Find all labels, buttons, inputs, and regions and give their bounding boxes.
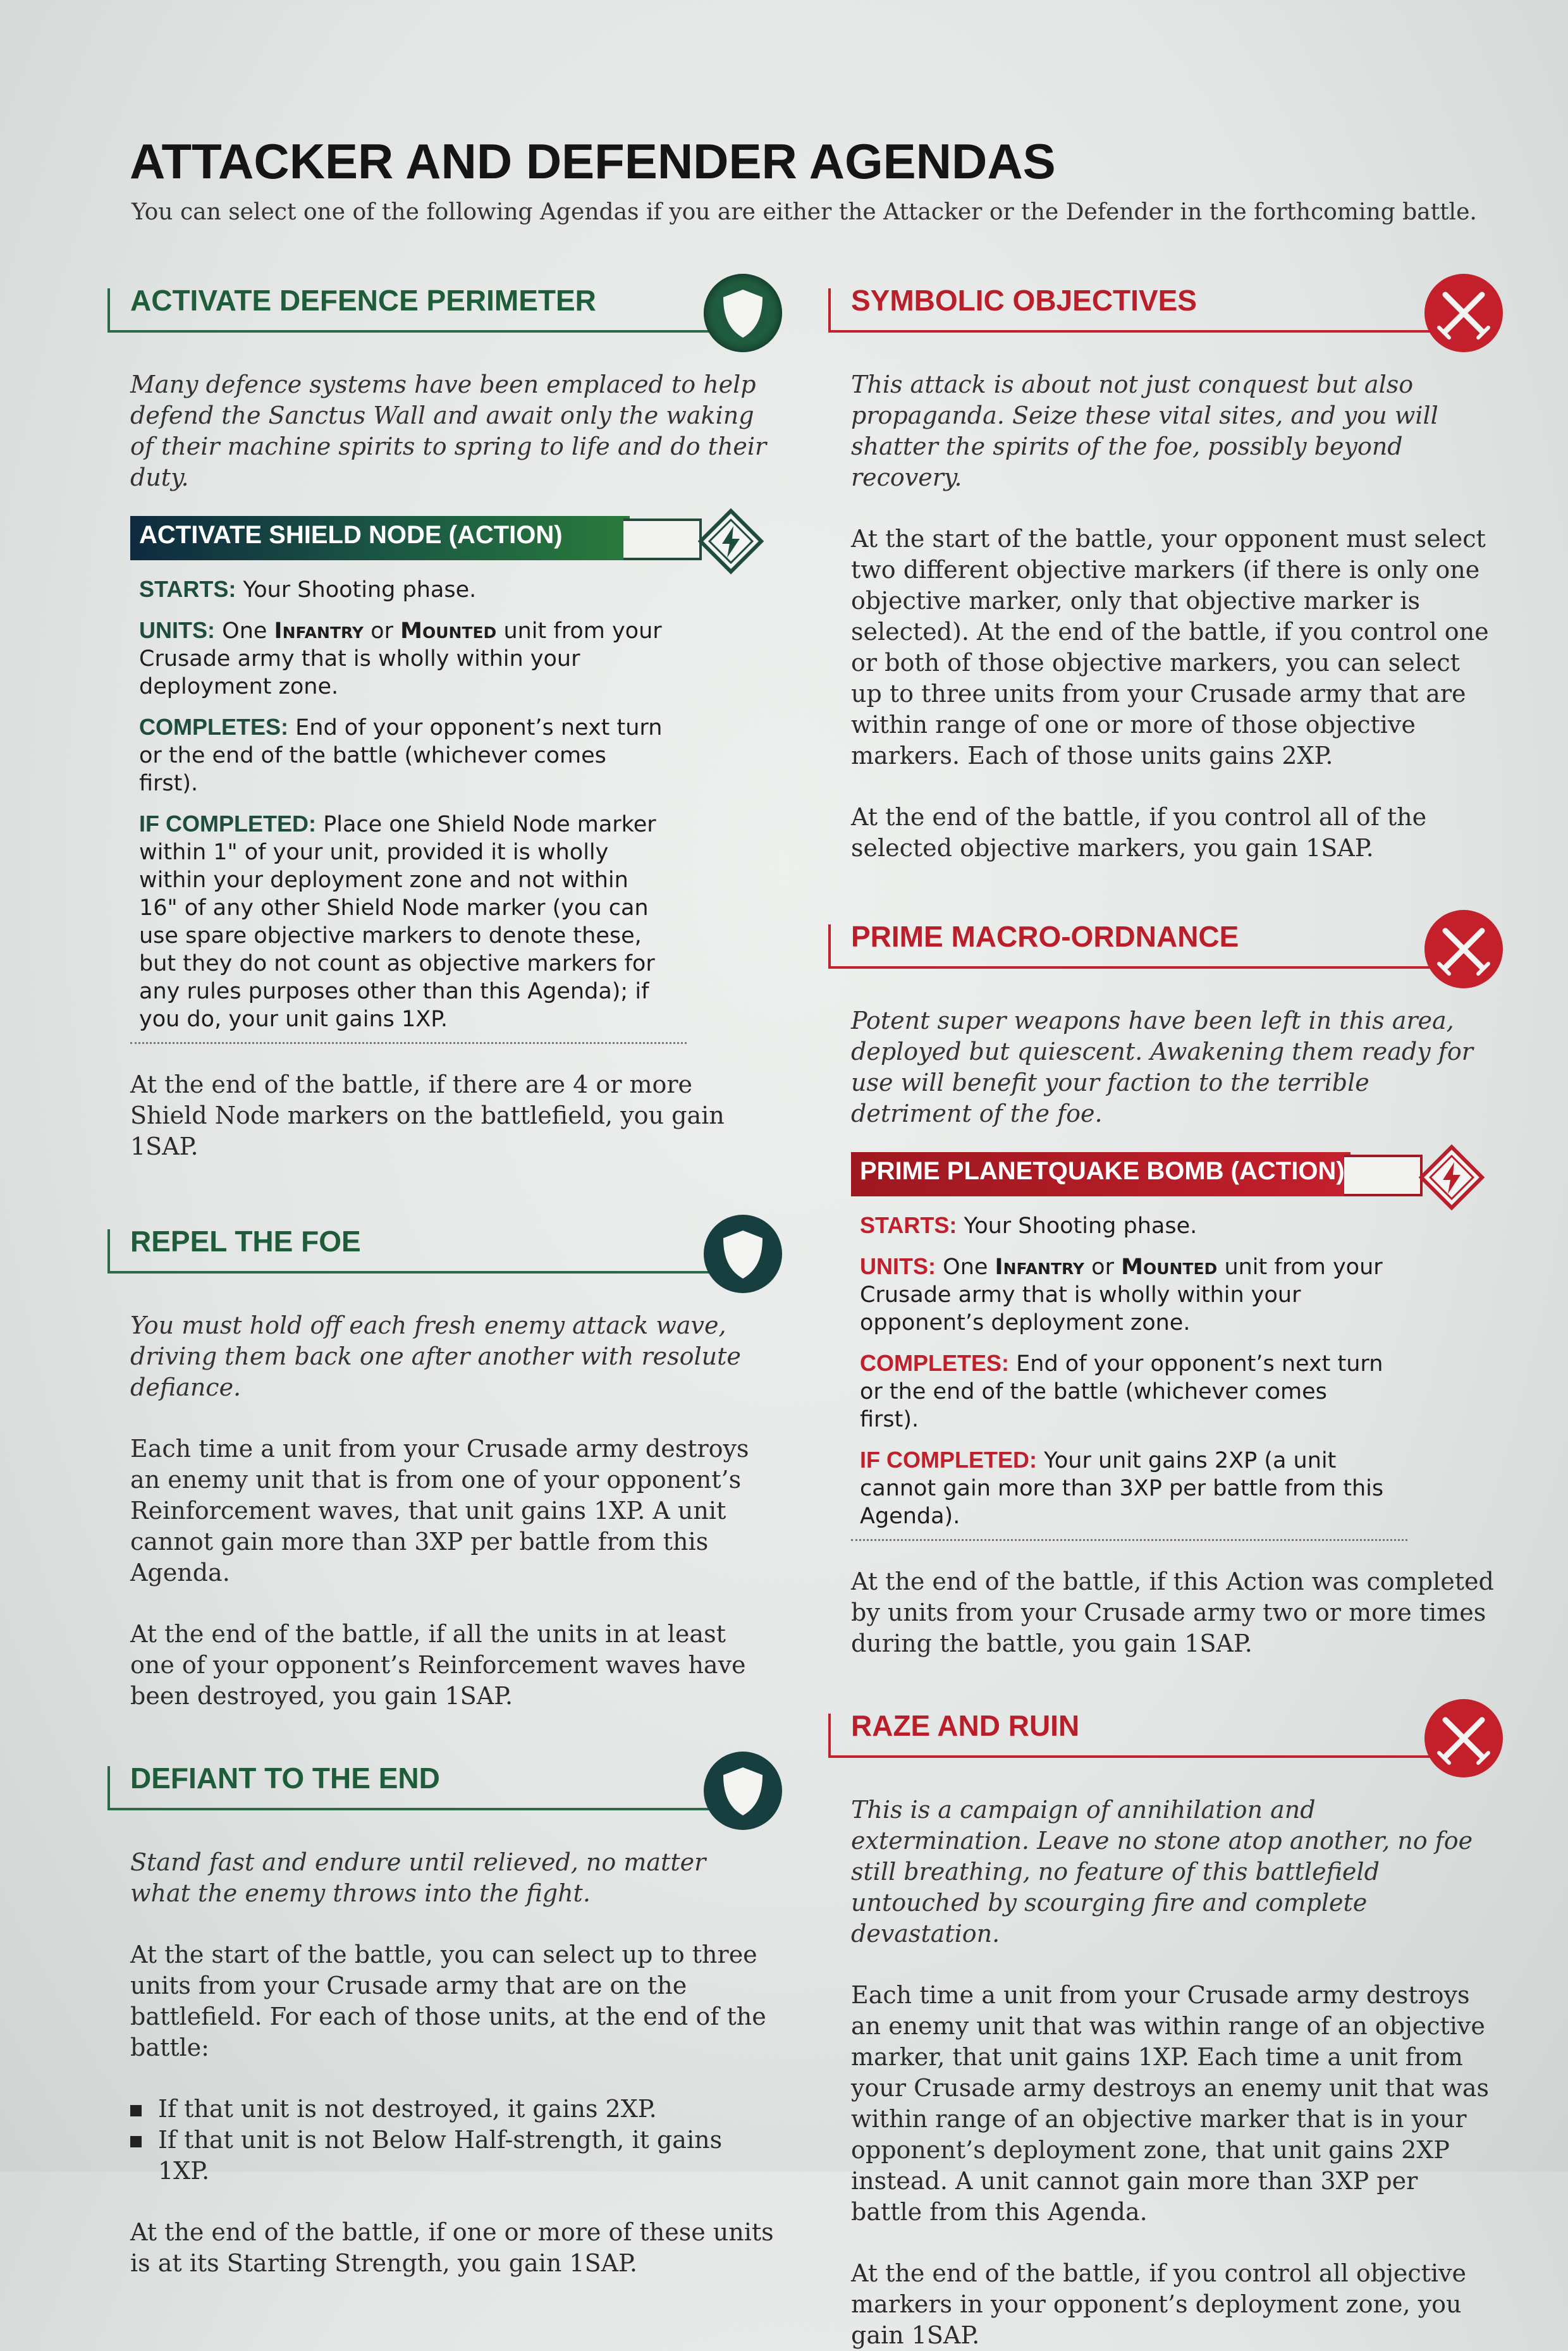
agenda-header [107, 1750, 784, 1824]
agenda-raze-and-ruin [828, 1697, 1505, 2351]
agenda-header [107, 272, 784, 347]
list-item: If that unit is not Below Half-strength, it gains 1XP. [130, 2125, 775, 2187]
page-intro: You can select one of the following Agendas if you are either the Attacker or the Defender in the forthcoming battle. [132, 199, 1477, 225]
agenda-body: Each time a unit from your Crusade army destroys an enemy unit that was within range of an objective marker, that unit gains 1XP. Each time a unit from your Crusade army destroys an enemy unit that was within range of an objective marker that is in your opponent’s deployment zone, that unit gains 2XP instead. A unit cannot gain more than 3XP per battle from this Agenda. [851, 1981, 1490, 2226]
defender-column [107, 272, 784, 2279]
agenda-flavor: This attack is about not just conquest but also propaganda. Seize these vital sites, and you will shatter the spirits of the foe, possibly beyond recovery. [851, 371, 1438, 491]
action-bar [130, 516, 794, 563]
agenda-body: At the end of the battle, if there are 4 or more Shield Node markers on the battlefield, you gain 1SAP. [130, 1071, 725, 1160]
rule-completes: COMPLETES: End of your opponent’s next turn or the end of the battle (whichever comes first). [139, 714, 663, 796]
page-title: ATTACKER AND DEFENDER AGENDAS [130, 133, 1056, 189]
agenda-prime-macro-ordnance [828, 908, 1505, 1659]
agenda-flavor: Potent super weapons have been left in this area, deployed but quiescent. Awakening them ready for use will benefit your faction to the terrible detriment of the foe. [851, 1007, 1473, 1127]
agenda-body: At the end of the battle, if all the units in at least one of your opponent’s Reinforcement waves have been destroyed, you gain 1SAP. [130, 1620, 746, 1710]
bullet-list [130, 2094, 775, 2187]
agenda-flavor: Many defence systems have been emplaced to help defend the Sanctus Wall and await only the waking of their machine spirits to spring to life and do their duty. [130, 371, 767, 491]
agenda-body: At the end of the battle, if you control all of the selected objective markers, you gain 1SAP. [851, 803, 1427, 862]
divider [130, 1042, 687, 1044]
agenda-symbolic-objectives [828, 272, 1505, 864]
action-block [130, 516, 784, 1044]
agenda-activate-defence-perimeter [107, 272, 784, 1162]
action-block [851, 1152, 1505, 1541]
agenda-header [107, 1213, 784, 1287]
agenda-title: RAZE AND RUIN [851, 1709, 1080, 1742]
lightning-icon [693, 503, 769, 579]
rule-units: UNITS: One Infantry or Mounted unit from your Crusade army that is wholly within your deployment zone. [139, 617, 662, 699]
shield-icon [702, 1213, 784, 1295]
agenda-header [828, 272, 1505, 347]
agenda-body: At the end of the battle, if you control all objective markers in your opponent’s deployment zone, you gain 1SAP. [851, 2259, 1467, 2349]
divider [851, 1539, 1407, 1541]
agenda-body: At the end of the battle, if this Action was completed by units from your Crusade army two or more times during the battle, you gain 1SAP. [851, 1568, 1494, 1657]
crossed-swords-icon [1423, 272, 1505, 354]
action-title: ACTIVATE SHIELD NODE (ACTION) [139, 521, 563, 549]
agenda-header [828, 908, 1505, 983]
agenda-defiant-to-the-end [107, 1750, 784, 2279]
list-item: If that unit is not destroyed, it gains 2XP. [130, 2094, 775, 2125]
agenda-header [828, 1697, 1505, 1772]
rule-starts: STARTS: Your Shooting phase. [139, 576, 477, 603]
agenda-title: DEFIANT TO THE END [130, 1762, 440, 1795]
agenda-flavor: You must hold off each fresh enemy attack wave, driving them back one after another with resolute defiance. [130, 1311, 741, 1401]
agenda-flavor: Stand fast and endure until relieved, no matter what the enemy throws into the fight. [130, 1848, 706, 1907]
agenda-body: At the start of the battle, your opponent must select two different objective markers (if there is only one objective marker, only that objective marker is selected). At the end of the battle, if you control one or both of those objective markers, you can select up to three units from your Crusade army that are within range of one or more of those objective markers. Each of those units gains 2XP. [851, 525, 1489, 770]
agenda-body: At the end of the battle, if one or more of these units is at its Starting Strength, you gain 1SAP. [130, 2218, 774, 2277]
crossed-swords-icon [1423, 1697, 1505, 1779]
rule-if-completed: IF COMPLETED: Place one Shield Node marker within 1" of your unit, provided it is wholly within your deployment zone and not within 16" of any other Shield Node marker (you can use spare objective markers to denote these, but they do not count as objective markers for any rules purposes other than this Agenda); if you do, your unit gains 1XP. [139, 811, 656, 1032]
agenda-title: ACTIVATE DEFENCE PERIMETER [130, 284, 596, 317]
rule-starts: STARTS: Your Shooting phase. [860, 1212, 1197, 1239]
agenda-title: REPEL THE FOE [130, 1225, 361, 1258]
lightning-icon [1414, 1139, 1490, 1215]
shield-icon [702, 1750, 784, 1832]
action-title: PRIME PLANETQUAKE BOMB (ACTION) [860, 1157, 1345, 1185]
action-bar [851, 1152, 1515, 1199]
rule-completes: COMPLETES: End of your opponent’s next turn or the end of the battle (whichever comes first). [860, 1350, 1383, 1432]
rule-units: UNITS: One Infantry or Mounted unit from your Crusade army that is wholly within your opponent’s deployment zone. [860, 1253, 1383, 1335]
agenda-flavor: This is a campaign of annihilation and extermination. Leave no stone atop another, no foe still breathing, no feature of this battlefield untouched by scourging fire and complete devastation. [851, 1796, 1473, 1948]
shield-icon [702, 272, 784, 354]
agenda-repel-the-foe [107, 1213, 784, 1712]
agenda-title: PRIME MACRO-ORDNANCE [851, 920, 1239, 953]
agenda-body: Each time a unit from your Crusade army destroys an enemy unit that is from one of your opponent’s Reinforcement waves, that unit gains 1XP. A unit cannot gain more than 3XP per battle from this Agenda. [130, 1435, 749, 1587]
crossed-swords-icon [1423, 908, 1505, 990]
agenda-body: At the start of the battle, you can select up to three units from your Crusade army that are on the battlefield. For each of those units, at the end of the battle: [130, 1941, 766, 2061]
attacker-column [828, 272, 1505, 2351]
rule-if-completed: IF COMPLETED: Your unit gains 2XP (a unit cannot gain more than 3XP per battle from this Agenda). [860, 1447, 1384, 1529]
agenda-title: SYMBOLIC OBJECTIVES [851, 284, 1197, 317]
